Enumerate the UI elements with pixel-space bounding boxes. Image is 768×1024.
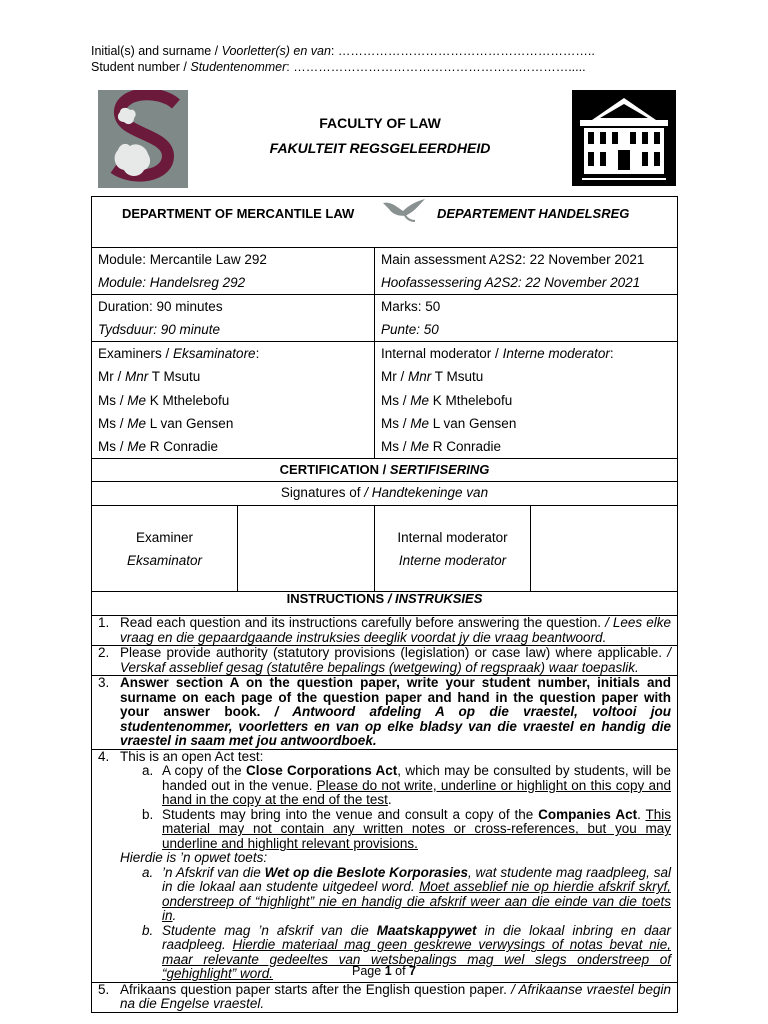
department-cell xyxy=(92,197,678,248)
page-footer: Page 1 of 7 xyxy=(352,964,416,978)
examiner-sign-label: Examiner Eksaminator xyxy=(92,506,238,592)
instruction-4: 4. This is an open Act test: a. A copy of the Close Corporations Act, which may be consulted by students, will be handed out in the venue. Please do not write, underline or highlight on this copy and hand in the copy at the end of the test. b. Students may bring into the venue and consult a copy of the Companies Act. This material may not contain any written notes or cross-references, but you may underline and highlight relevant provisions. Hierdie is ’n opwet toets: a. ’n Afskrif van die Wet op die Beslote Korporasies, wat studente mag raadpleeg, sal in die lokaal aan studente uitgedeel word. Moet asseblief nie op hierdie afskrif skryf, onderstreep of “highlight” nie en handig die afskrif weer aan die einde van die toets in. b. Studente mag ’n afskrif van die Maatskappywet in die lokaal inbring en daar raadpleeg. Hierdie materiaal mag geen geskrewe verwysings of notas bevat nie, maar relevante gedeeltes van wetsbepalings mag wel slegs onderstreep of “gehighlight” word. xyxy=(92,749,678,982)
instruction-4a: a. A copy of the Close Corporations Act, which may be consulted by students, will be handed out in the venue. Please do not write, underline or highlight on this copy and hand in the copy at the end of the test. xyxy=(142,763,671,808)
moderator-signature-box[interactable] xyxy=(531,506,678,592)
name-field[interactable]: : …………………………………………………….. xyxy=(330,44,595,58)
faculty-title: FACULTY OF LAW xyxy=(319,115,441,131)
module-cell: Module: Mercantile Law 292 Module: Handelsreg 292 xyxy=(92,248,375,295)
instruction-3: 3. Answer section A on the question paper, write your student number, initials and surname on each page of the question paper and hand in the question paper with your answer book. / Antwoord afdeling A op die vraestel, voltooi jou studentenommer, voorletters en van op elke bladsy van die vraestel en handig die vraestel in saam met jou antwoordboek. xyxy=(92,676,678,750)
moderator-3: Ms / Me L van Gensen xyxy=(381,415,517,431)
university-logo xyxy=(98,90,188,188)
assessment-cell: Main assessment A2S2: 22 November 2021 Hoofassessering A2S2: 22 November 2021 xyxy=(375,248,678,295)
certification-heading: CERTIFICATION / SERTIFISERING xyxy=(92,459,678,482)
instruction-4b-af: b. Studente mag ’n afskrif van die Maatskappywet in die lokaal inbring en daar raadpleeg. Hierdie materiaal mag geen geskrewe verwysings of notas bevat nie, maar relevante gedeeltes van wetsbepalings mag wel slegs onderstreep of “gehighlight” word. xyxy=(142,922,671,982)
examiners-cell: Examiners / Eksaminatore: Mr / Mnr T Msutu Ms / Me K Mthelebofu Ms / Me L van Gensen Ms / Me R Conradie xyxy=(92,342,375,459)
examiner-signature-box[interactable] xyxy=(238,506,375,592)
student-number-line: Student number / Studentenommer: …………………………………………………………..... xyxy=(91,60,586,74)
building-photo xyxy=(572,90,676,186)
examiner-2: Ms / Me K Mthelebofu xyxy=(98,392,230,408)
bird-emblem-icon xyxy=(381,197,427,223)
instruction-5: 5. Afrikaans question paper starts after the English question paper. / Afrikaanse vraestel begin na die Engelse vraestel. xyxy=(92,982,678,1012)
moderator-2: Ms / Me K Mthelebofu xyxy=(381,392,513,408)
student-number-field[interactable]: : …………………………………………………………..... xyxy=(286,60,586,74)
signatures-heading: Signatures of / Handtekeninge van xyxy=(92,482,678,506)
name-line: Initial(s) and surname / Voorletter(s) en van: …………………………………………………….. xyxy=(91,44,595,58)
moderator-sign-label: Internal moderator Interne moderator xyxy=(375,506,531,592)
moderator-4: Ms / Me R Conradie xyxy=(381,439,502,455)
moderator-1: Mr / Mnr T Msutu xyxy=(381,369,484,385)
duration-cell: Duration: 90 minutes Tydsduur: 90 minute xyxy=(92,295,375,342)
marks-cell: Marks: 50 Punte: 50 xyxy=(375,295,678,342)
faculty-title-af: FAKULTEIT REGSGELEERDHEID xyxy=(269,140,491,156)
instruction-4b: b. Students may bring into the venue and consult a copy of the Companies Act. This material may not contain any written notes or cross-references, but you may underline and highlight relevant provisions. xyxy=(142,806,672,851)
department-en: DEPARTMENT OF MERCANTILE LAW xyxy=(122,206,355,221)
instruction-1: 1. Read each question and its instructions carefully before answering the question. / Lees elke vraag en die gepaardgaande instruksies deeglik voordat jy die vraag beantwoord. xyxy=(92,616,678,646)
examiner-3: Ms / Me L van Gensen xyxy=(98,415,234,431)
instruction-4a-af: a. ’n Afskrif van die Wet op die Beslote Korporasies, wat studente mag raadpleeg, sal in die lokaal aan studente uitgedeel word. Moet asseblief nie op hierdie afskrif skryf, onderstreep of “highlight” nie en handig die afskrif weer aan die einde van die toets in. xyxy=(142,864,671,924)
department-af: DEPARTEMENT HANDELSREG xyxy=(437,206,630,221)
examiner-4: Ms / Me R Conradie xyxy=(98,439,219,455)
instruction-2: 2. Please provide authority (statutory provisions (legislation) or case law) where applicable. / Verskaf asseblief gesag (statutêre bepalings (wetgewing) of regspraak) waar toepaslik. xyxy=(92,646,678,676)
cover-table xyxy=(91,196,678,1013)
instructions-heading: INSTRUCTIONS / INSTRUKSIES xyxy=(92,592,678,616)
examiner-1: Mr / Mnr T Msutu xyxy=(98,369,201,385)
moderators-cell: Internal moderator / Interne moderator: Mr / Mnr T Msutu Ms / Me K Mthelebofu Ms / Me L van Gensen Ms / Me R Conradie xyxy=(375,342,678,459)
